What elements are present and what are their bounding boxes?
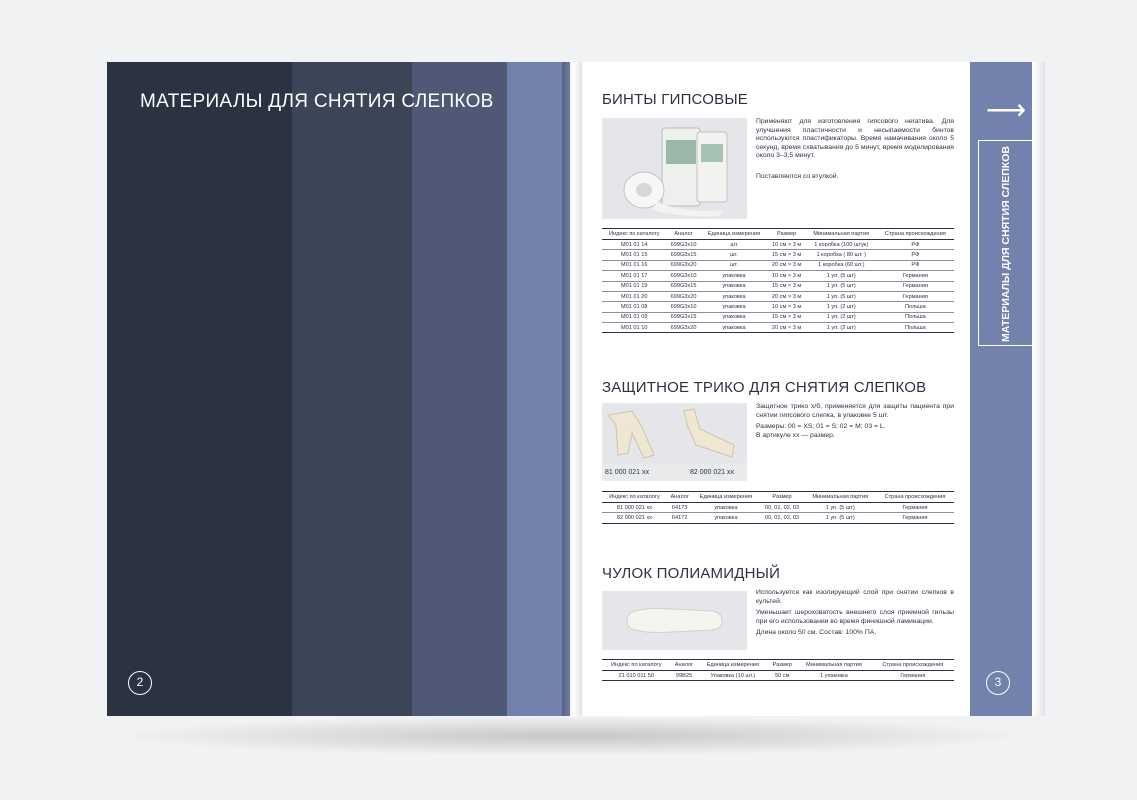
table-row	[602, 260, 954, 270]
side-tab	[970, 62, 1032, 716]
table-cell: 1 уп. (2 шт)	[806, 302, 877, 312]
table-row	[602, 291, 954, 301]
table-cell: 10 см × 3 м	[767, 271, 805, 281]
right-page	[570, 62, 1045, 716]
color-band	[507, 62, 570, 716]
column-header: Страна происхождения	[872, 660, 954, 671]
column-header: Аналог	[667, 492, 692, 503]
photo-caption: 81 000 021 хх	[605, 469, 649, 476]
section-description	[756, 589, 954, 641]
table-cell: 699G3x15	[666, 281, 700, 291]
table-cell: M01 01 19	[602, 281, 666, 291]
table-cell: упаковка	[701, 271, 768, 281]
table-row	[602, 513, 954, 523]
catalog-table-bandages	[602, 228, 954, 333]
book-spine	[562, 62, 582, 716]
table-cell: РФ	[877, 260, 954, 270]
table-row	[602, 271, 954, 281]
description-text: Применяют для изготовления гипсового негатива. Для улучшения пластичности и несыпаемости бинтов используются пластификаторы. Время намачивания около 5 секунд, время схватывания до 5 минут, время моделирования около 3–3,5 минут.	[756, 118, 954, 160]
column-header: Минимальная партия	[804, 492, 876, 503]
bandage-rolls-image	[602, 118, 747, 219]
catalog-table-stocking	[602, 659, 954, 681]
table-cell: Германия	[876, 513, 954, 523]
table-cell: 00, 01, 02, 03	[760, 503, 805, 513]
table-cell: Германия	[877, 291, 954, 301]
table-header-row	[602, 660, 954, 671]
table-cell: 699G3x20	[666, 323, 700, 333]
table-row	[602, 281, 954, 291]
table-cell: 1 уп. (5 шт)	[806, 291, 877, 301]
table-cell: 20 см × 3 м	[767, 291, 805, 301]
color-band	[292, 62, 412, 716]
column-header: Аналог	[671, 660, 698, 671]
table-cell: упаковка	[701, 281, 768, 291]
column-header: Страна происхождения	[877, 229, 954, 240]
table-cell: упаковка	[692, 503, 759, 513]
color-band	[412, 62, 507, 716]
brochure-spread	[100, 62, 1045, 716]
table-row	[602, 503, 954, 513]
table-cell: 1 уп. (2 шт)	[806, 312, 877, 322]
table-cell: Германия	[877, 281, 954, 291]
table-cell: 82 000 021 хх	[602, 513, 667, 523]
description-text: Поставляются со втулкой.	[756, 172, 839, 180]
table-cell: упаковка	[692, 513, 759, 523]
product-photo-stocking	[602, 591, 747, 650]
section-description	[756, 118, 954, 185]
page-number-left: 2	[128, 671, 152, 695]
description-text: Размеры: 00 = XS; 01 = S; 02 = M; 03 = L.	[756, 423, 886, 431]
table-cell: 64173	[667, 503, 692, 513]
table-row	[602, 240, 954, 250]
description-text: Длина около 50 см. Состав: 100% ПА.	[756, 629, 877, 637]
table-cell: 99B25	[671, 671, 698, 681]
table-cell: упаковка	[701, 291, 768, 301]
section-description	[756, 403, 954, 443]
table-row	[602, 323, 954, 333]
table-cell: 10 см × 3 м	[767, 302, 805, 312]
catalog-table-tricot	[602, 491, 954, 524]
table-cell: 1 уп. (5 шт)	[806, 271, 877, 281]
table-cell: M01 01 08	[602, 302, 666, 312]
table-row	[602, 302, 954, 312]
table-cell: M01 01 15	[602, 250, 666, 260]
table-cell: M01 01 14	[602, 240, 666, 250]
table-cell: шт.	[701, 250, 768, 260]
description-text: Используется как изолирующий слой при снятии слепков в культей.	[756, 589, 954, 605]
column-header: Индекс по каталогу	[602, 660, 671, 671]
table-cell: M01 01 20	[602, 291, 666, 301]
page-number-right: 3	[986, 671, 1010, 695]
table-cell: 1 уп. (5 шт)	[804, 503, 876, 513]
column-header: Единица измерения	[692, 492, 759, 503]
product-photo-tricot	[602, 403, 747, 481]
table-cell: Упаковка (10 шт.)	[697, 671, 768, 681]
column-header: Единица измерения	[701, 229, 768, 240]
table-cell: 81 000 021 хх	[602, 503, 667, 513]
table-cell: Германия	[877, 271, 954, 281]
table-cell: 699G3x10	[666, 240, 700, 250]
description-text: В артикуле хх — размер.	[756, 431, 835, 439]
left-page-title: МАТЕРИАЛЫ ДЛЯ СНЯТИЯ СЛЕПКОВ	[140, 91, 494, 112]
table-cell: упаковка	[701, 302, 768, 312]
side-tab-frame	[978, 140, 1032, 346]
table-cell: 1 коробка (100 штук)	[806, 240, 877, 250]
table-header-row	[602, 492, 954, 503]
column-header: Индекс по каталогу	[602, 229, 666, 240]
table-cell: 21 010 011 50	[602, 671, 671, 681]
table-cell: РФ	[877, 240, 954, 250]
table-cell: 1 уп. (5 шт)	[806, 281, 877, 291]
table-cell: M01 01 09	[602, 312, 666, 322]
table-cell: 10 см × 3 м	[767, 240, 805, 250]
section-title: БИНТЫ ГИПСОВЫЕ	[602, 91, 749, 108]
table-cell: Польша	[877, 302, 954, 312]
column-header: Страна происхождения	[876, 492, 954, 503]
stocking-image	[602, 591, 747, 650]
table-cell: Германия	[876, 503, 954, 513]
column-header: Минимальная партия	[796, 660, 872, 671]
table-cell: 00, 01, 02, 03	[760, 513, 805, 523]
column-header: Аналог	[666, 229, 700, 240]
column-header: Размер	[768, 660, 796, 671]
section-title: ЗАЩИТНОЕ ТРИКО ДЛЯ СНЯТИЯ СЛЕПКОВ	[602, 379, 927, 396]
description-text: Защитное трико х/б, применяется для защиты пациента при снятии гипсового слепка, в упаковке 5 шт.	[756, 403, 954, 419]
table-cell: 1 коробка ( 80 шт. )	[806, 250, 877, 260]
table-cell: M01 01 17	[602, 271, 666, 281]
section-polyamide-stocking	[602, 565, 954, 695]
section-plaster-bandages	[602, 91, 954, 341]
table-cell: M01 01 10	[602, 323, 666, 333]
table-cell: Германия	[872, 671, 954, 681]
arrow-right-icon: ⟶	[986, 94, 1027, 125]
table-cell: 15 см × 3 м	[767, 312, 805, 322]
table-cell: 1 уп. (5 шт)	[804, 513, 876, 523]
table-cell: 20 см × 3 м	[767, 260, 805, 270]
color-band	[107, 62, 292, 716]
left-page	[107, 62, 570, 716]
table-cell: 64172	[667, 513, 692, 523]
table-cell: упаковка	[701, 323, 768, 333]
description-text: Уменьшает шероховатость внешнего слоя приемной гильзы при его использовании во время финишной ламинации.	[756, 609, 954, 625]
table-cell: 699G3x15	[666, 312, 700, 322]
column-header: Минимальная партия	[806, 229, 877, 240]
book-shadow	[110, 716, 1030, 756]
product-photo-bandages	[602, 118, 747, 219]
section-title: ЧУЛОК ПОЛИАМИДНЫЙ	[602, 565, 781, 582]
table-cell: шт	[701, 240, 768, 250]
photo-caption: 82 000 021 хх	[690, 469, 734, 476]
table-cell: 1 упаковка	[796, 671, 872, 681]
table-cell: шт.	[701, 260, 768, 270]
side-tab-label: МАТЕРИАЛЫ ДЛЯ СНЯТИЯ СЛЕПКОВ	[1000, 146, 1012, 342]
table-cell: 1 коробка (60 шт.)	[806, 260, 877, 270]
table-cell: 20 см × 3 м	[767, 323, 805, 333]
table-cell: Польша	[877, 312, 954, 322]
table-cell: 699G3x10	[666, 302, 700, 312]
table-cell: 699G3x20	[666, 291, 700, 301]
table-header-row	[602, 229, 954, 240]
table-cell: Польша	[877, 323, 954, 333]
table-cell: 50 см	[768, 671, 796, 681]
table-cell: упаковка	[701, 312, 768, 322]
table-row	[602, 312, 954, 322]
table-cell: 1 уп. (2 шт)	[806, 323, 877, 333]
column-header: Индекс по каталогу	[602, 492, 667, 503]
table-row	[602, 250, 954, 260]
table-cell: 699G3x20	[666, 260, 700, 270]
table-cell: 15 см × 3 м	[767, 250, 805, 260]
table-cell: РФ	[877, 250, 954, 260]
page-edge	[1032, 62, 1045, 716]
column-header: Размер	[767, 229, 805, 240]
tricot-image	[602, 403, 747, 463]
table-cell: 15 см × 3 м	[767, 281, 805, 291]
section-protective-tricot	[602, 379, 954, 529]
table-cell: M01 01 16	[602, 260, 666, 270]
column-header: Единица измерения	[697, 660, 768, 671]
table-cell: 699G3x15	[666, 250, 700, 260]
column-header: Размер	[760, 492, 805, 503]
table-cell: 699G3x10	[666, 271, 700, 281]
table-row	[602, 671, 954, 681]
